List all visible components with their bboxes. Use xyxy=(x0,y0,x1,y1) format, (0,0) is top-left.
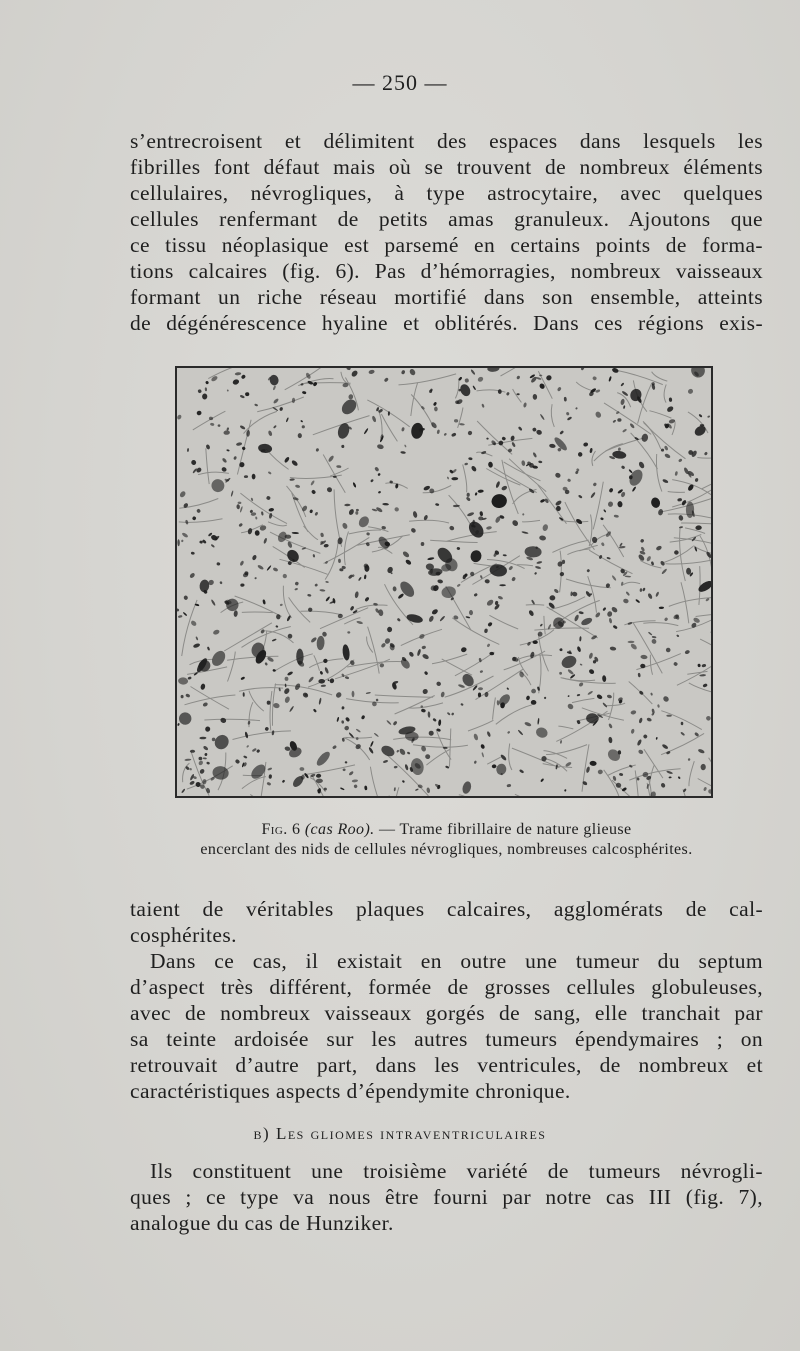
text-line: tions calcaires (fig. 6). Pas d’hémorragies, nombreux vaisseaux xyxy=(130,259,763,283)
cell-nucleus xyxy=(531,689,536,694)
figure-label: Fig. 6 xyxy=(261,821,301,838)
text-line: fibrilles font défaut mais où se trouvent de nombreux éléments xyxy=(130,155,763,179)
text-line: Dans ce cas, il existait en outre une tumeur du septum xyxy=(150,949,763,973)
paragraph-3 xyxy=(130,948,763,1104)
section-heading: β) Les gliomes intraventriculaires xyxy=(253,1124,547,1143)
cell-nucleus xyxy=(499,584,506,586)
text-line: formant un riche réseau mortifié dans son ensemble, atteints xyxy=(130,285,763,309)
caption-line-2: encerclant des nids de cellules névrogliques, nombreuses calcosphérites. xyxy=(200,841,693,858)
text-line: ce tissu néoplasique est parsemé en certains points de forma- xyxy=(130,233,763,257)
text-line: Ils constituent une troisième variété de tumeurs névrogli- xyxy=(150,1159,763,1183)
cell-nucleus xyxy=(700,424,704,426)
cell-nucleus xyxy=(666,715,672,717)
text-line: s’entrecroisent et délimitent des espaces dans lesquels les xyxy=(130,129,763,153)
text-line: caractéristiques aspects d’épendymite chronique. xyxy=(130,1079,571,1103)
text-line: cosphérites. xyxy=(130,923,237,947)
figure-caption xyxy=(130,820,763,860)
page-number: — 250 — xyxy=(352,70,448,95)
figure-case: (cas Roo). xyxy=(304,821,375,838)
text-line: ques ; ce type va nous être fourni par notre cas III (fig. 7), xyxy=(130,1185,763,1209)
fiber-strand xyxy=(526,605,544,606)
caption-line-1 xyxy=(130,820,763,840)
text-line: avec de nombreux vaisseaux gorgés de sang, elle tranchait par xyxy=(130,1001,763,1025)
cell-nucleus xyxy=(190,750,195,753)
cell-nucleus xyxy=(318,679,325,684)
cell-nucleus xyxy=(533,640,538,644)
paragraph-1 xyxy=(130,128,763,336)
text-line: analogue du cas de Hunziker. xyxy=(130,1211,394,1235)
paragraph-4 xyxy=(130,1158,763,1236)
text-line: sa teinte ardoisée sur les autres tumeurs épendymaires ; on xyxy=(130,1027,763,1051)
text-line: cellules renfermant de petits amas granuleux. Ajoutons que xyxy=(130,207,763,231)
text-line: d’aspect très différent, formée de grosses cellules globuleuses, xyxy=(130,975,763,999)
text-line: de dégénérescence hyaline et oblitérés. Dans ces régions exis- xyxy=(130,311,763,335)
cell-nucleus xyxy=(316,779,323,783)
text-line: retrouvait d’autre part, dans les ventricules, de nombreux et xyxy=(130,1053,763,1077)
micrograph-image xyxy=(177,368,711,796)
text-line: cellulaires, névrogliques, à type astrocytaire, avec quelques xyxy=(130,181,763,205)
figure-micrograph xyxy=(175,366,713,798)
caption-text: — Trame fibrillaire de nature glieuse xyxy=(374,821,632,838)
paragraph-2 xyxy=(130,896,763,948)
text-line: taient de véritables plaques calcaires, agglomérats de cal- xyxy=(130,897,763,921)
